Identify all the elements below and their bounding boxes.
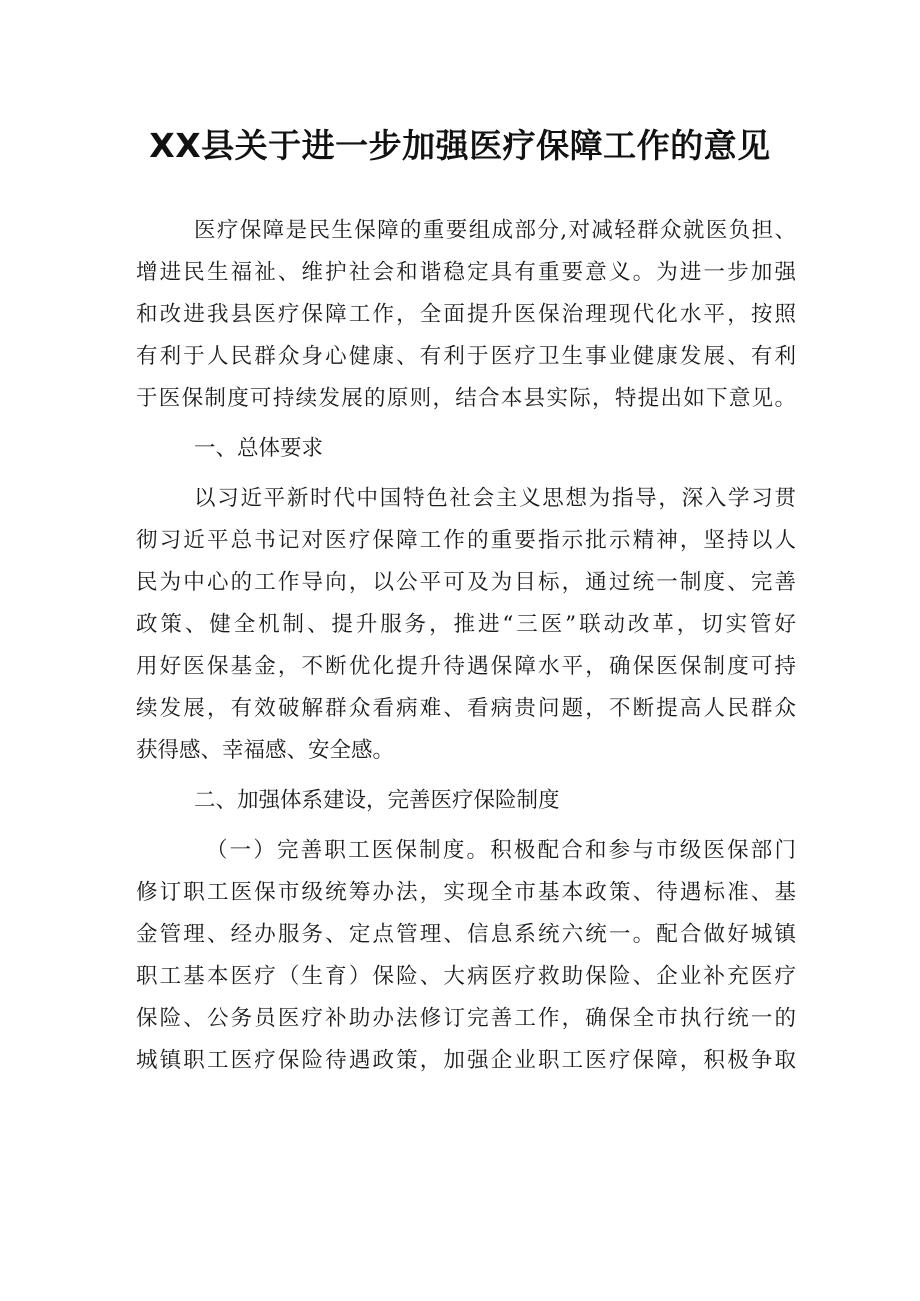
paragraph-line: 职工基本医疗（生育）保险、大病医疗救助保险、企业补充医疗	[136, 964, 796, 989]
paragraph-line: 于医保制度可持续发展的原则，结合本县实际，特提出如下意见。	[136, 386, 796, 411]
paragraph-line: 修订职工医保市级统筹办法，实现全市基本政策、待遇标准、基	[136, 880, 796, 905]
paragraph-line: （一）完善职工医保制度。积极配合和参与市级医保部门	[206, 838, 796, 863]
subsection-employee-insurance	[136, 830, 796, 1082]
paragraph-line: 医疗保障是民生保障的重要组成部分,对减轻群众就医负担、	[194, 218, 796, 243]
paragraph-line: 以习近平新时代中国特色社会主义思想为指导，深入学习贯	[194, 486, 796, 511]
section-heading-system-building: 二、加强体系建设，完善医疗保险制度	[194, 788, 560, 813]
document-title: XX县关于进一步加强医疗保障工作的意见	[149, 126, 771, 165]
document-body	[136, 210, 796, 1082]
intro-paragraph	[136, 210, 796, 420]
paragraph-line: 城镇职工医疗保险待遇政策，加强企业职工医疗保障，积极争取	[136, 1048, 796, 1073]
paragraph-line: 续发展，有效破解群众看病难、看病贵问题，不断提高人民群众	[136, 696, 796, 721]
paragraph-line: 和改进我县医疗保障工作，全面提升医保治理现代化水平，按照	[136, 302, 796, 327]
paragraph-line: 获得感、幸福感、安全感。	[136, 738, 395, 763]
paragraph-line: 保险、公务员医疗补助办法修订完善工作，确保全市执行统一的	[136, 1006, 796, 1031]
paragraph-line: 政策、健全机制、提升服务，推进“三医”联动改革，切实管好	[136, 612, 796, 637]
paragraph-line: 彻习近平总书记对医疗保障工作的重要指示批示精神，坚持以人	[136, 528, 796, 553]
section-heading-general-requirements: 一、总体要求	[194, 436, 324, 461]
paragraph-line: 民为中心的工作导向，以公平可及为目标，通过统一制度、完善	[136, 570, 796, 595]
paragraph-line: 用好医保基金，不断优化提升待遇保障水平，确保医保制度可持	[136, 654, 796, 679]
paragraph-line: 有利于人民群众身心健康、有利于医疗卫生事业健康发展、有利	[136, 344, 796, 369]
paragraph-line: 增进民生福祉、维护社会和谐稳定具有重要意义。为进一步加强	[136, 260, 796, 285]
general-requirements-paragraph	[136, 478, 796, 772]
paragraph-line: 金管理、经办服务、定点管理、信息系统六统一。配合做好城镇	[136, 922, 796, 947]
